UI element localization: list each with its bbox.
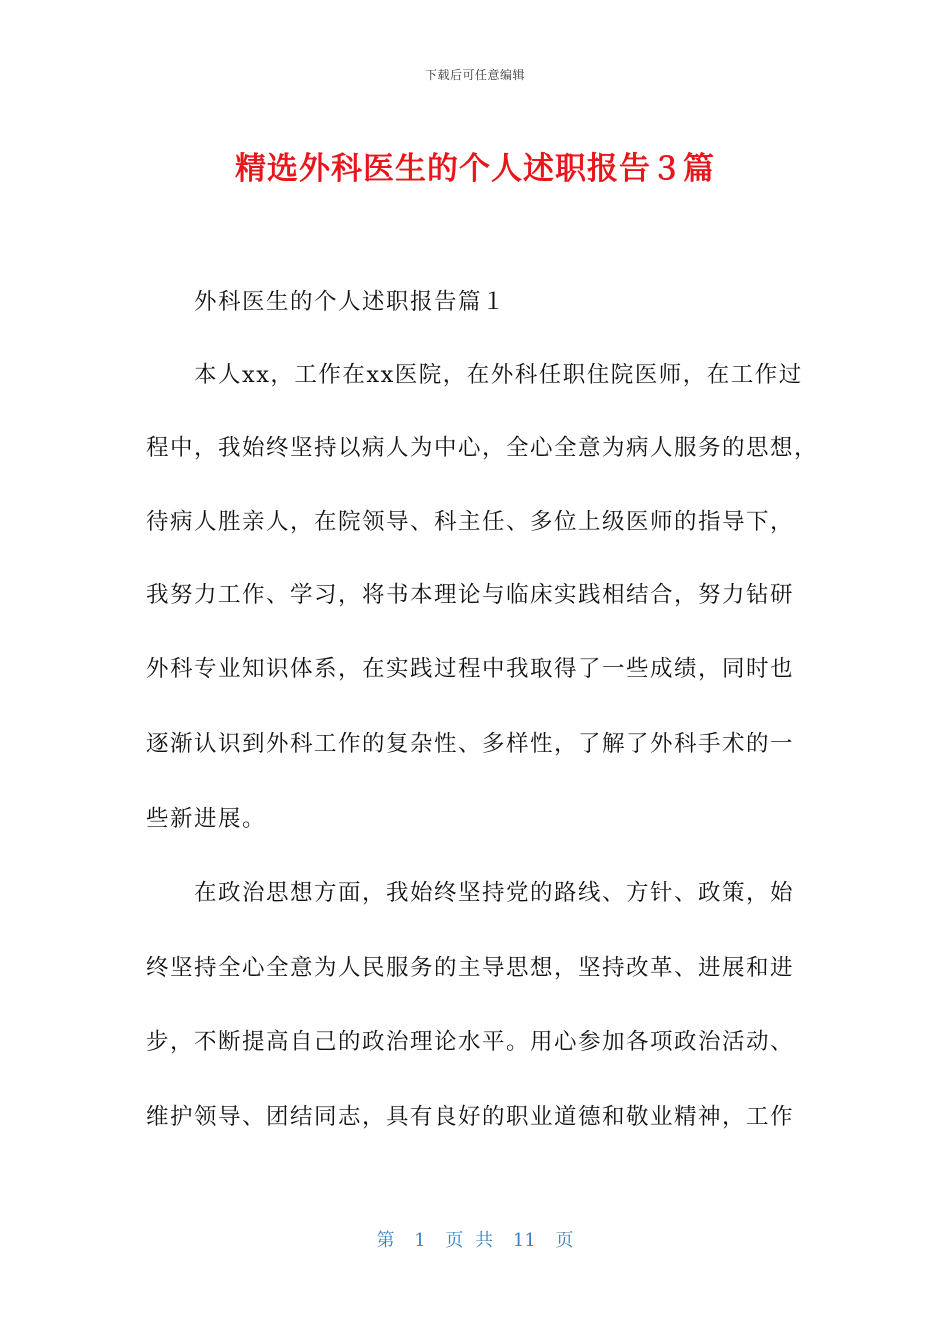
footer-page-number: 1	[414, 1230, 426, 1251]
paragraph-line: 在政治思想方面，我始终坚持党的路线、方针、政策，始	[146, 880, 795, 906]
page-footer	[0, 1226, 950, 1252]
footer-suffix: 页	[555, 1230, 574, 1251]
paragraph-line: 程中，我始终坚持以病人为中心，全心全意为病人服务的思想，	[146, 435, 819, 461]
paragraph-line: 待病人胜亲人，在院领导、科主任、多位上级医师的指导下，	[146, 509, 795, 535]
paragraph-line: 本人xx，工作在xx医院，在外科任职住院医师，在工作过	[146, 362, 803, 388]
header-note: 下载后可任意编辑	[424, 68, 525, 82]
paragraph-line: 步，不断提高自己的政治理论水平。用心参加各项政治活动、	[146, 1029, 795, 1055]
document-title: 精选外科医生的个人述职报告３篇	[235, 151, 715, 187]
paragraph-line: 维护领导、团结同志，具有良好的职业道德和敬业精神，工作	[146, 1104, 795, 1130]
footer-middle: 页 共	[445, 1230, 494, 1251]
section-heading: 外科医生的个人述职报告篇１	[146, 289, 507, 315]
paragraph-line: 些新进展。	[146, 806, 267, 832]
footer-total-pages: 11	[512, 1230, 536, 1251]
paragraph-line: 逐渐认识到外科工作的复杂性、多样性，了解了外科手术的一	[146, 731, 795, 757]
footer-prefix: 第	[376, 1230, 395, 1251]
paragraph-line: 我努力工作、学习，将书本理论与临床实践相结合，努力钻研	[146, 582, 795, 608]
paragraph-line: 终坚持全心全意为人民服务的主导思想，坚持改革、进展和进	[146, 955, 795, 981]
paragraph-line: 外科专业知识体系，在实践过程中我取得了一些成绩，同时也	[146, 656, 795, 682]
